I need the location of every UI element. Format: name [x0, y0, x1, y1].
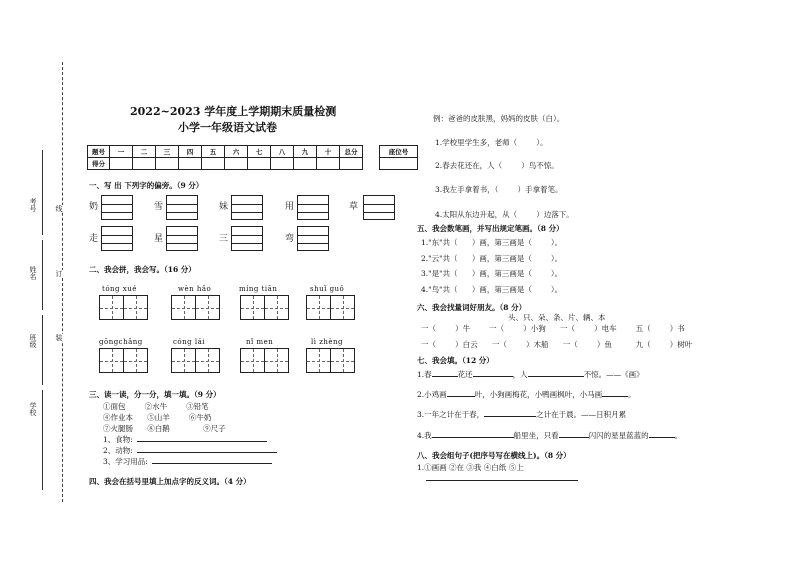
char-item: 草 [349, 202, 359, 212]
answer-line[interactable] [432, 430, 514, 438]
tianzi-grid[interactable] [306, 348, 354, 373]
score-cell: 题号 [88, 146, 110, 158]
antonym-question: 4.太阳从东边升起，从（ ）边落下。 [435, 210, 574, 219]
fill-text: 叶，小狗画梅花，小鸭画枫叶，小马画 [474, 390, 603, 399]
sentence-answer-line[interactable] [426, 480, 578, 481]
radical-box[interactable] [363, 195, 395, 220]
char-item: 奶 [89, 202, 99, 212]
fill-question-2 [417, 389, 636, 400]
tianzi-grid[interactable] [240, 295, 288, 320]
char-item: 三 [219, 234, 229, 244]
xian-mark: 线 [55, 205, 63, 212]
tianzi-grid[interactable] [240, 348, 288, 373]
category-stationery [103, 456, 272, 467]
antonym-question: 3.我左手拿着书，（ ）手拿着笔。 [435, 185, 563, 194]
char-item: 妹 [219, 202, 229, 212]
category-animal [103, 445, 277, 456]
pinyin-label: lì zhèng [311, 338, 344, 346]
measure-word-list: 头、只、朵、条、片、辆、本 [508, 313, 606, 322]
tianzi-grid[interactable] [171, 295, 219, 320]
radical-box[interactable] [101, 226, 133, 251]
score-cell: 二 [133, 146, 156, 158]
score-cell: 三 [156, 146, 179, 158]
category-label: 2、动物: [103, 446, 133, 455]
pinyin-label: tóng xué [102, 285, 137, 293]
antonym-example: 例：爸爸的皮肤黑，妈妈的皮肤（白）。 [433, 114, 565, 123]
score-input[interactable] [202, 158, 225, 170]
xingming-label: 姓名 [29, 266, 37, 280]
pinyin-label: míng tiān [239, 285, 278, 293]
fill-text: 闪闪的星星蓝蓝的 [588, 431, 649, 440]
seat-table [379, 145, 418, 170]
fill-text: 不惊。——《画》 [583, 370, 644, 379]
score-input[interactable] [225, 158, 248, 170]
fill-question-1 [417, 369, 644, 380]
score-input[interactable] [133, 158, 156, 170]
char-item: 雪 [154, 202, 164, 212]
measure-word-row: 一（ ）牛 一（ ）小狗 一（ ）电车 五（ ）书 [421, 324, 685, 333]
pinyin-label: shuǐ guǒ [310, 285, 345, 293]
section-8-title: 八、我会组句子(把序号写在横线上)。（8 分） [417, 451, 571, 460]
radical-box[interactable] [166, 195, 198, 220]
fill-question-4 [417, 430, 682, 441]
fill-text: ，人 [512, 370, 528, 379]
zhuang-mark: 装 [55, 334, 63, 341]
banji-label: 班级 [29, 334, 37, 348]
score-input[interactable] [110, 158, 133, 170]
answer-line[interactable] [432, 369, 458, 377]
stroke-question: 3."是"共（ ）画，第三画是（ ）。 [421, 269, 563, 278]
score-table [87, 145, 363, 170]
fill-text: 花还 [457, 370, 473, 379]
score-cell: 四 [179, 146, 202, 158]
section-5-title: 五、我会数笔画，并写出规定笔画。（8 分） [417, 224, 564, 233]
score-cell: 总分 [340, 146, 363, 158]
banji-underline [42, 315, 43, 385]
xuexiao-label: 学校 [29, 402, 37, 416]
answer-line[interactable] [484, 409, 536, 417]
category-label: 3、学习用品: [103, 457, 148, 466]
score-value-row [88, 158, 363, 170]
seat-input[interactable] [380, 158, 418, 170]
score-input[interactable] [248, 158, 271, 170]
fill-question-3 [417, 409, 626, 420]
stroke-question: 4."鸟"共（ ）画，第三画是（ ）。 [421, 285, 563, 294]
pinyin-label: cóng lái [173, 338, 205, 346]
section-1-title: 一、写 出 下列字的偏旁。（9 分） [89, 181, 204, 190]
score-cell: 一 [110, 146, 133, 158]
category-label: 1、食物: [103, 435, 133, 444]
score-label: 得分 [88, 158, 110, 170]
stroke-question: 1."东"共（ ）画，第三画是（ ）。 [421, 238, 563, 247]
radical-box[interactable] [297, 195, 329, 220]
score-input[interactable] [294, 158, 317, 170]
fill-text: 2.小鸡画 [417, 390, 447, 399]
section-3-title: 三、读一读，分一分，填一填。（9 分） [89, 390, 221, 399]
pinyin-label: nǐ men [246, 338, 274, 346]
tianzi-grid[interactable] [306, 295, 354, 320]
category-food [103, 434, 267, 445]
word-list-line: ④作业本 ⑤山羊 ⑥牛奶 [103, 413, 212, 422]
answer-line[interactable] [137, 445, 277, 453]
answer-line[interactable] [473, 369, 513, 377]
char-item: 弯 [285, 234, 295, 244]
answer-line[interactable] [649, 430, 675, 438]
fill-text: 之计在于晨。——日积月累 [536, 410, 627, 419]
score-cell: 九 [294, 146, 317, 158]
score-cell: 七 [248, 146, 271, 158]
section-4-title: 四、我会在括号里填上加点字的反义词。（4 分） [89, 477, 251, 486]
answer-line[interactable] [447, 389, 475, 397]
tianzi-grid[interactable] [99, 348, 147, 373]
score-header-row [88, 146, 363, 158]
ding-mark: 订 [55, 270, 63, 277]
seat-label: 座位号 [380, 146, 418, 158]
radical-box[interactable] [297, 226, 329, 251]
score-cell: 五 [202, 146, 225, 158]
char-item: 用 [285, 202, 295, 212]
xuexiao-underline [42, 390, 43, 490]
tianzi-grid[interactable] [171, 348, 219, 373]
stroke-question: 2."云"共（ ）画，第三画是（ ）。 [421, 254, 563, 263]
radical-box[interactable] [231, 195, 263, 220]
binding-dashed-line [62, 62, 63, 502]
radical-box[interactable] [101, 195, 133, 220]
score-input[interactable] [156, 158, 179, 170]
score-cell: 六 [225, 146, 248, 158]
score-input[interactable] [340, 158, 363, 170]
kaohao-underline [42, 150, 43, 235]
char-item: 星 [154, 234, 164, 244]
section-7-title: 七、我会填。（12 分） [417, 356, 494, 365]
fill-text: 船里坐，只看 [513, 431, 559, 440]
score-cell: 十 [317, 146, 340, 158]
answer-line[interactable] [137, 434, 267, 442]
pinyin-label: gōngchǎng [99, 338, 143, 346]
section-6-title: 六、我会找量词好朋友。（8 分） [417, 303, 527, 312]
char-item: 走 [89, 234, 99, 244]
score-input[interactable] [179, 158, 202, 170]
measure-word-row: 一（ ）白云 一（ ）木船 一（ ）鱼 九（ ）树叶 [421, 340, 693, 349]
fill-text: 。 [674, 431, 683, 440]
word-list-line: ⑦火腿肠 ⑧白鹅 ⑨尺子 [103, 424, 226, 433]
answer-line[interactable] [602, 389, 628, 397]
answer-line[interactable] [528, 369, 584, 377]
page-title: 2022~2023 学年度上学期期末质量检测 [130, 105, 337, 118]
antonym-question: 2.春去花还在，人（ ）鸟不惊。 [435, 161, 559, 170]
sentence-parts: 1.①画画 ②在 ③我 ④白纸 ⑤上 [417, 463, 524, 472]
score-input[interactable] [271, 158, 294, 170]
fill-text: 3.一年之计在于春， [417, 410, 485, 419]
pinyin-label: wèn hǎo [178, 285, 212, 293]
tianzi-grid[interactable] [99, 295, 147, 320]
xingming-underline [42, 240, 43, 310]
antonym-question: 1.学校里学生多，老师（ ）。 [435, 138, 548, 147]
word-list-line: ①面包 ②水牛 ③铅笔 [103, 402, 209, 411]
page-subtitle: 小学一年级语文试卷 [178, 121, 277, 134]
fill-text: 1.春 [417, 370, 432, 379]
score-cell: 八 [271, 146, 294, 158]
radical-box[interactable] [166, 226, 198, 251]
section-2-title: 二、我会拼，我会写。（16 分） [89, 265, 196, 274]
answer-line[interactable] [152, 456, 272, 464]
score-input[interactable] [317, 158, 340, 170]
fill-text: 4.我 [417, 431, 432, 440]
fill-text: 。 [628, 390, 636, 399]
kaohao-label: 考号 [29, 198, 37, 212]
answer-line[interactable] [559, 430, 589, 438]
radical-box[interactable] [231, 226, 263, 251]
